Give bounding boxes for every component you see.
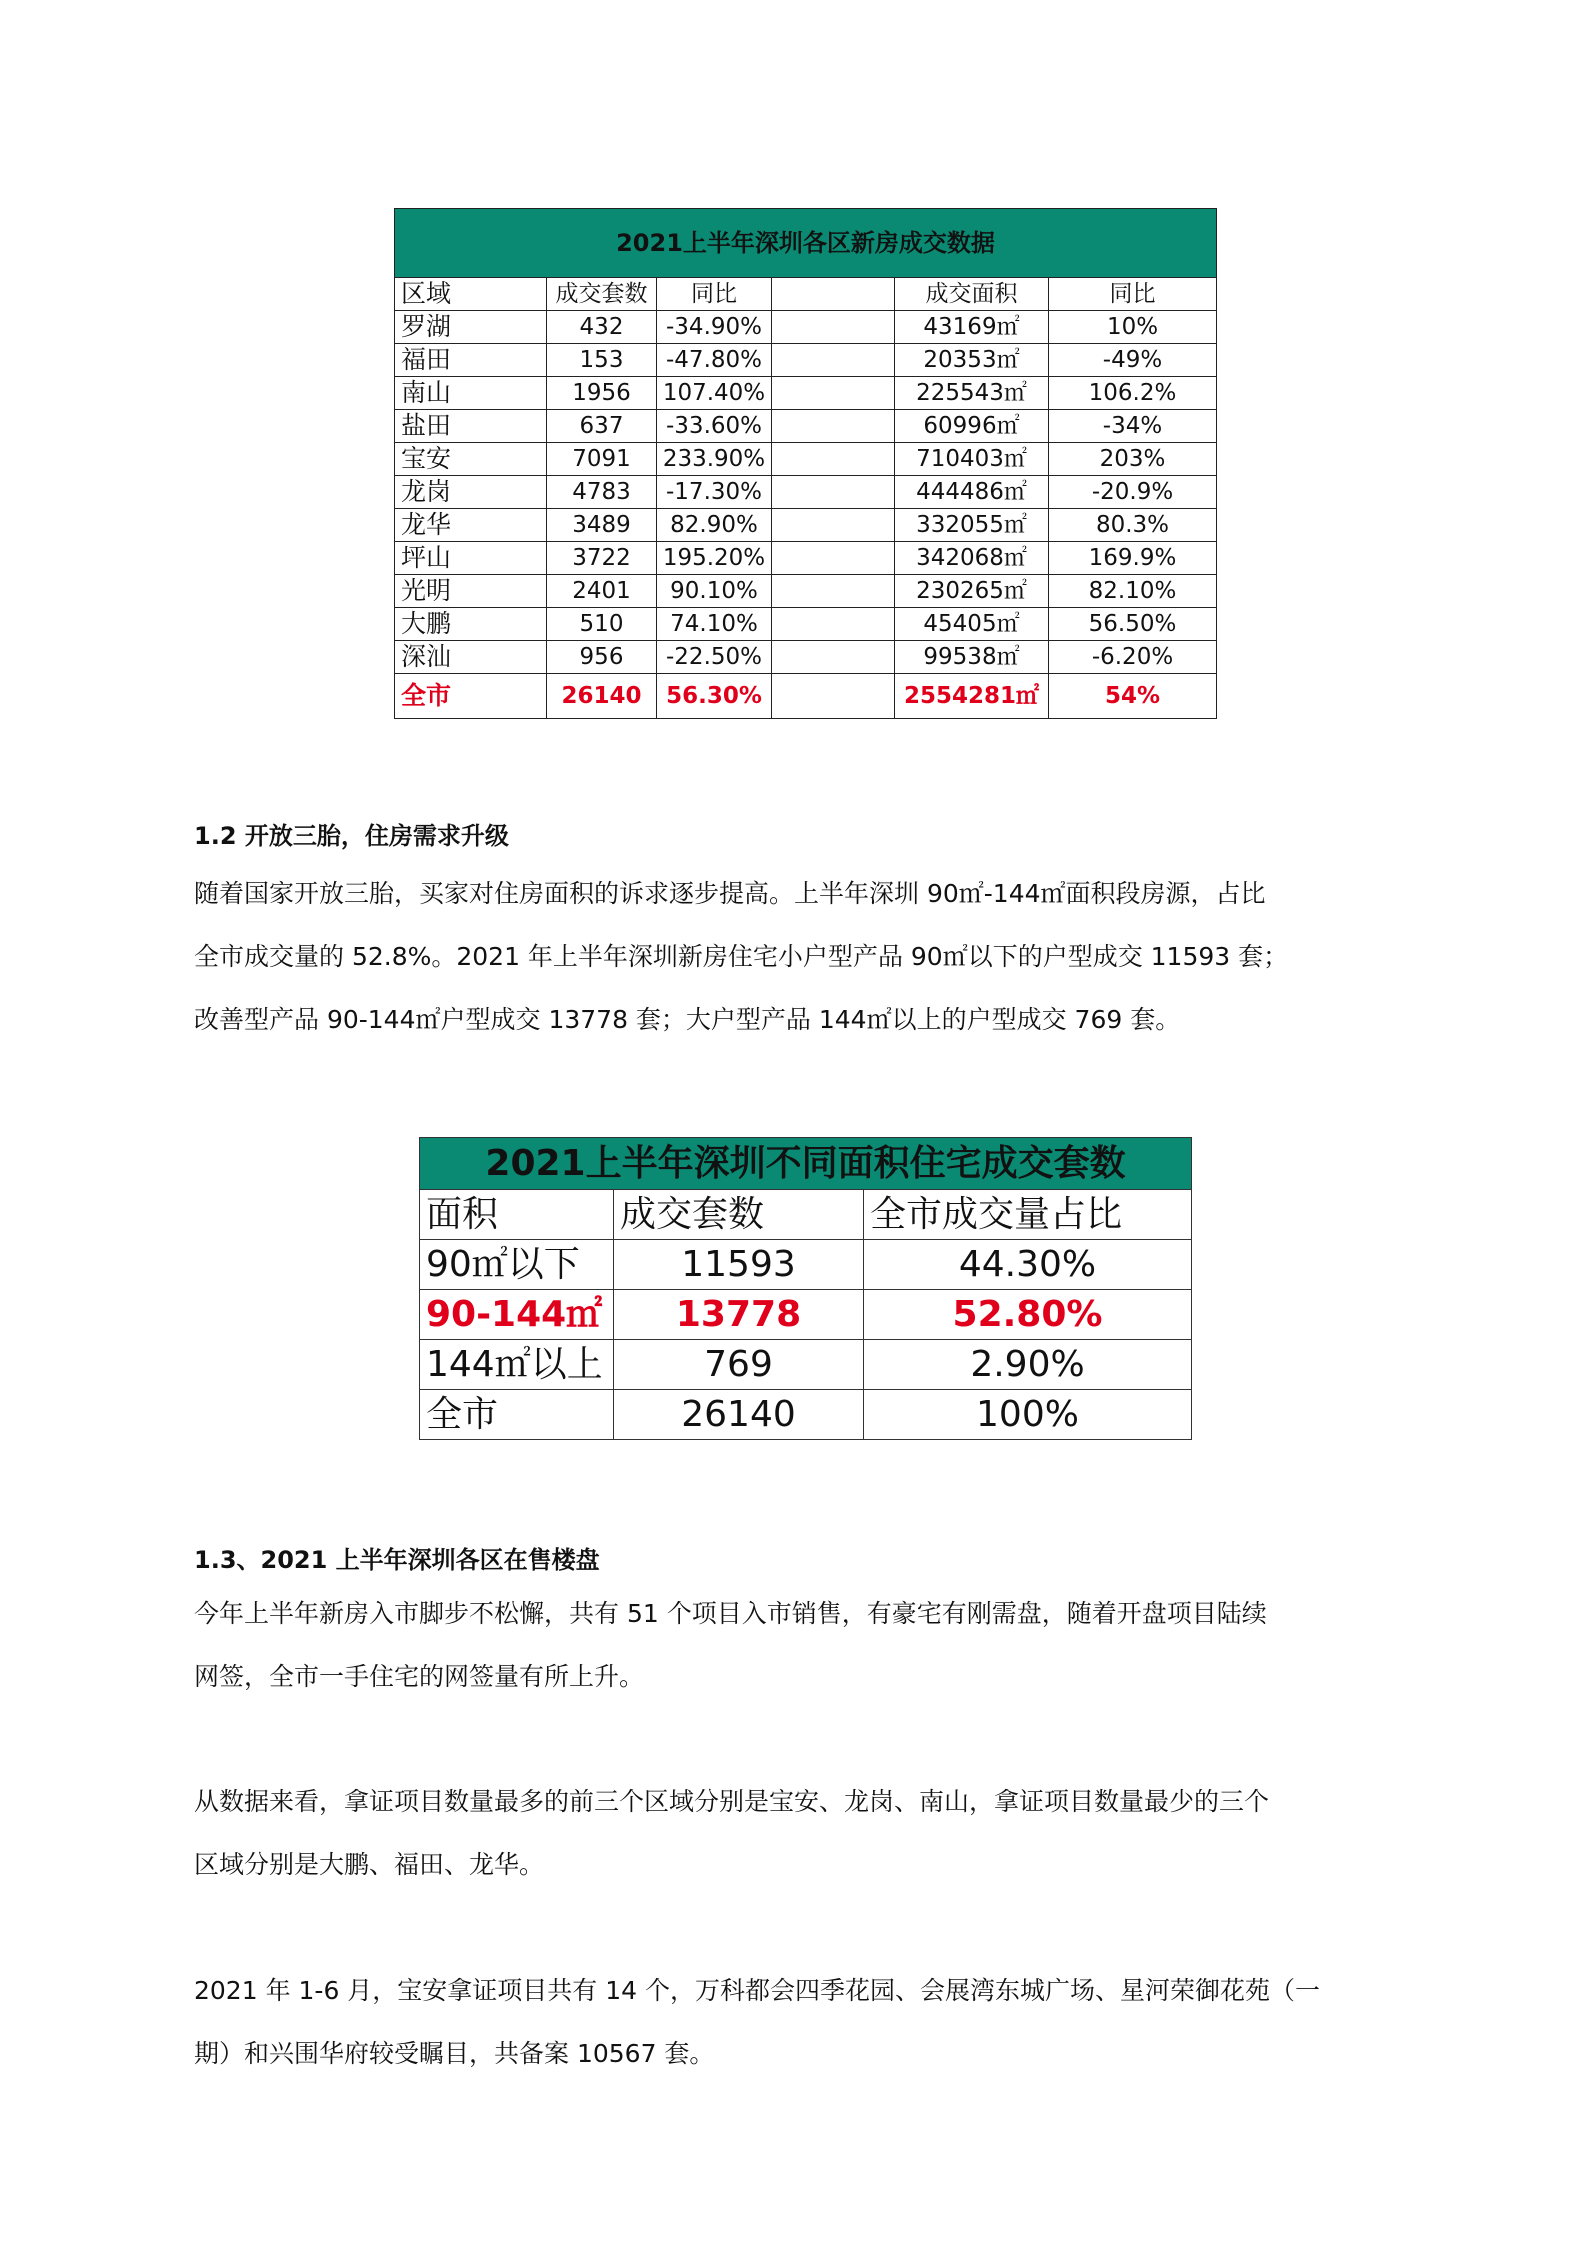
district-name: 大鹏: [395, 608, 547, 641]
unit-yoy: -47.80%: [657, 344, 772, 377]
header-area-yoy: 同比: [1049, 278, 1217, 311]
area-sales-table: [419, 1137, 1192, 1440]
table-row: [395, 410, 1217, 443]
spacer-cell: [772, 575, 895, 608]
spacer-cell: [772, 476, 895, 509]
area-yoy: 10%: [1049, 311, 1217, 344]
table-row: [395, 509, 1217, 542]
header-units: 成交套数: [614, 1190, 864, 1240]
market-share: 44.30%: [864, 1240, 1192, 1290]
unit-yoy: 82.90%: [657, 509, 772, 542]
paragraph-line: 全市成交量的 52.8%。2021 年上半年深圳新房住宅小户型产品 90㎡以下的户型成交 11593 套；: [194, 942, 1289, 971]
area-value: 444486㎡: [895, 476, 1049, 509]
area-value: 710403㎡: [895, 443, 1049, 476]
paragraph-line: 区域分别是大鹏、福田、龙华。: [194, 1850, 545, 1879]
unit-count: 7091: [547, 443, 657, 476]
total-units: 26140: [547, 674, 657, 719]
district-name: 罗湖: [395, 311, 547, 344]
area-yoy: 169.9%: [1049, 542, 1217, 575]
header-area: 成交面积: [895, 278, 1049, 311]
area-value: 225543㎡: [895, 377, 1049, 410]
spacer-cell: [772, 542, 895, 575]
area-value: 60996㎡: [895, 410, 1049, 443]
total-area-yoy: 54%: [1049, 674, 1217, 719]
spacer-cell: [772, 443, 895, 476]
table-total-row: [395, 674, 1217, 719]
table-row: [395, 311, 1217, 344]
spacer-cell: [772, 410, 895, 443]
paragraph-line: 2021 年 1-6 月，宝安拿证项目共有 14 个，万科都会四季花园、会展湾东城广场、星河荣御花苑（一: [194, 1976, 1321, 2005]
spacer-cell: [772, 311, 895, 344]
district-name: 龙岗: [395, 476, 547, 509]
section-heading-1-2: 1.2 开放三胎，住房需求升级: [194, 822, 509, 850]
area-yoy: -34%: [1049, 410, 1217, 443]
area-value: 43169㎡: [895, 311, 1049, 344]
area-yoy: 106.2%: [1049, 377, 1217, 410]
unit-yoy: -33.60%: [657, 410, 772, 443]
unit-yoy: 90.10%: [657, 575, 772, 608]
paragraph-line: 期）和兴围华府较受瞩目，共备案 10567 套。: [194, 2039, 715, 2068]
unit-count: 769: [614, 1340, 864, 1390]
area-range: 90-144㎡: [420, 1290, 614, 1340]
table-row: [420, 1390, 1192, 1440]
spacer-cell: [772, 344, 895, 377]
table-row: [395, 641, 1217, 674]
table-row: [395, 542, 1217, 575]
unit-count: 1956: [547, 377, 657, 410]
district-name: 龙华: [395, 509, 547, 542]
area-yoy: -49%: [1049, 344, 1217, 377]
unit-count: 3489: [547, 509, 657, 542]
unit-yoy: -22.50%: [657, 641, 772, 674]
total-units-yoy: 56.30%: [657, 674, 772, 719]
area-yoy: 56.50%: [1049, 608, 1217, 641]
district-name: 深汕: [395, 641, 547, 674]
header-share: 全市成交量占比: [864, 1190, 1192, 1240]
header-area-range: 面积: [420, 1190, 614, 1240]
district-name: 福田: [395, 344, 547, 377]
area-range: 全市: [420, 1390, 614, 1440]
unit-count: 153: [547, 344, 657, 377]
paragraph-line: 网签，全市一手住宅的网签量有所上升。: [194, 1662, 645, 1691]
district-name: 南山: [395, 377, 547, 410]
table-row: [395, 608, 1217, 641]
total-district: 全市: [395, 674, 547, 719]
unit-count: 11593: [614, 1240, 864, 1290]
unit-count: 510: [547, 608, 657, 641]
area-table-title: 2021上半年深圳不同面积住宅成交套数: [420, 1138, 1192, 1190]
unit-count: 432: [547, 311, 657, 344]
table-row: [395, 443, 1217, 476]
table-header-row: [395, 278, 1217, 311]
header-units: 成交套数: [547, 278, 657, 311]
header-district: 区域: [395, 278, 547, 311]
table-title-row: [395, 209, 1217, 278]
district-name: 宝安: [395, 443, 547, 476]
total-spacer: [772, 674, 895, 719]
spacer-cell: [772, 641, 895, 674]
unit-yoy: 233.90%: [657, 443, 772, 476]
district-name: 光明: [395, 575, 547, 608]
area-yoy: -6.20%: [1049, 641, 1217, 674]
unit-count: 4783: [547, 476, 657, 509]
unit-count: 956: [547, 641, 657, 674]
unit-yoy: 74.10%: [657, 608, 772, 641]
header-spacer: [772, 278, 895, 311]
total-area: 2554281㎡: [895, 674, 1049, 719]
area-value: 332055㎡: [895, 509, 1049, 542]
table-row: [420, 1240, 1192, 1290]
district-name: 坪山: [395, 542, 547, 575]
spacer-cell: [772, 608, 895, 641]
table-row-highlight: [420, 1290, 1192, 1340]
table-row: [395, 575, 1217, 608]
unit-yoy: 107.40%: [657, 377, 772, 410]
unit-count: 637: [547, 410, 657, 443]
table-row: [395, 377, 1217, 410]
unit-yoy: 195.20%: [657, 542, 772, 575]
market-share: 100%: [864, 1390, 1192, 1440]
paragraph-1-3-b: [194, 1770, 1416, 1896]
unit-count: 26140: [614, 1390, 864, 1440]
header-units-yoy: 同比: [657, 278, 772, 311]
unit-count: 13778: [614, 1290, 864, 1340]
area-value: 342068㎡: [895, 542, 1049, 575]
table-row: [420, 1340, 1192, 1390]
area-value: 230265㎡: [895, 575, 1049, 608]
table-header-row: [420, 1190, 1192, 1240]
unit-count: 3722: [547, 542, 657, 575]
paragraph-line: 从数据来看，拿证项目数量最多的前三个区域分别是宝安、龙岗、南山，拿证项目数量最少的三个: [194, 1787, 1270, 1816]
area-yoy: 80.3%: [1049, 509, 1217, 542]
market-share: 2.90%: [864, 1340, 1192, 1390]
spacer-cell: [772, 509, 895, 542]
area-yoy: 82.10%: [1049, 575, 1217, 608]
paragraph-line: 随着国家开放三胎，买家对住房面积的诉求逐步提高。上半年深圳 90㎡-144㎡面积段房源，占比: [194, 879, 1266, 908]
paragraph-line: 今年上半年新房入市脚步不松懈，共有 51 个项目入市销售，有豪宅有刚需盘，随着开盘项目陆续: [194, 1599, 1267, 1628]
area-yoy: 203%: [1049, 443, 1217, 476]
district-sales-table: [394, 208, 1217, 719]
area-value: 20353㎡: [895, 344, 1049, 377]
area-yoy: -20.9%: [1049, 476, 1217, 509]
area-range: 144㎡以上: [420, 1340, 614, 1390]
paragraph-1-3-a: [194, 1582, 1416, 1708]
table-row: [395, 476, 1217, 509]
paragraph-1-3-c: [194, 1959, 1416, 2085]
district-table-title: 2021上半年深圳各区新房成交数据: [395, 209, 1217, 278]
area-value: 45405㎡: [895, 608, 1049, 641]
spacer-cell: [772, 377, 895, 410]
paragraph-1-2: [194, 862, 1416, 1051]
market-share: 52.80%: [864, 1290, 1192, 1340]
section-heading-1-3: 1.3、2021 上半年深圳各区在售楼盘: [194, 1546, 600, 1574]
unit-yoy: -17.30%: [657, 476, 772, 509]
table-title-row: [420, 1138, 1192, 1190]
unit-count: 2401: [547, 575, 657, 608]
unit-yoy: -34.90%: [657, 311, 772, 344]
district-name: 盐田: [395, 410, 547, 443]
paragraph-line: 改善型产品 90-144㎡户型成交 13778 套；大户型产品 144㎡以上的户型成交 769 套。: [194, 1005, 1181, 1034]
table-row: [395, 344, 1217, 377]
area-range: 90㎡以下: [420, 1240, 614, 1290]
area-value: 99538㎡: [895, 641, 1049, 674]
